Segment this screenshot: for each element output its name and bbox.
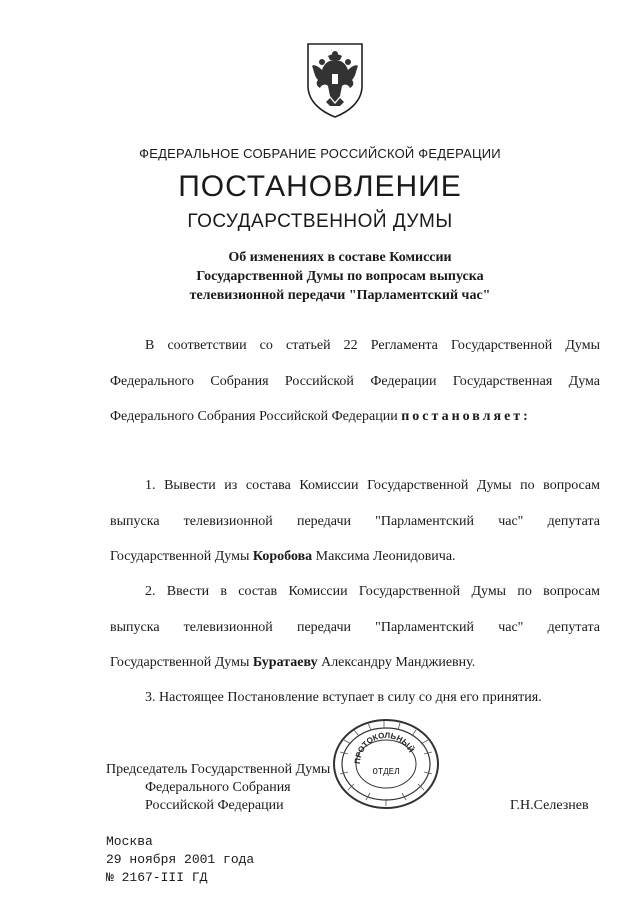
- document-date: 29 ноября 2001 года: [106, 852, 255, 867]
- official-stamp: [320, 712, 450, 812]
- item1-text: Государственной Думы: [110, 549, 253, 564]
- deputy-surname-2: Буратаеву: [252, 655, 318, 670]
- heading-line: Об изменениях в составе Комиссии: [228, 250, 452, 265]
- heading-line: телевизионной передачи "Парламентский час": [189, 288, 491, 303]
- item1-line: выпуска телевизионной передачи "Парламентский час" депутата: [110, 514, 600, 529]
- coat-of-arms-emblem: [300, 40, 370, 120]
- deputy-surname-1: Коробова: [252, 549, 313, 564]
- preamble-line: Федерального Собрания Российской Федерации Государственная Дума: [110, 374, 600, 389]
- document-number: № 2167-III ГД: [106, 870, 208, 885]
- item2-line: выпуска телевизионной передачи "Парламентский час" депутата: [110, 620, 600, 635]
- resolution-heading: [140, 248, 540, 305]
- stamp-arc-text: ПРОТОКОЛЬНЫЙ: [352, 730, 416, 765]
- stamp-center-text: ОТДЕЛ: [372, 767, 400, 777]
- preamble-line: В соответствии со статьей 22 Регламента Государственной Думы: [145, 338, 600, 353]
- item2-line: 2. Ввести в состав Комиссии Государственной Думы по вопросам: [145, 584, 600, 599]
- document-subtitle: ГОСУДАРСТВЕННОЙ ДУМЫ: [187, 211, 453, 232]
- svg-text:ПРОТОКОЛЬНЫЙ: [353, 731, 416, 764]
- decree-word: постановляет:: [401, 409, 531, 424]
- heading-line: Государственной Думы по вопросам выпуска: [196, 269, 484, 284]
- item1-line-last: [110, 549, 600, 565]
- item1-text: Максима Леонидовича.: [312, 549, 456, 564]
- item2-text: Государственной Думы: [110, 655, 253, 670]
- preamble-text: Федерального Собрания Российской Федерации: [110, 409, 402, 424]
- city: Москва: [106, 834, 153, 849]
- item3-line: 3. Настоящее Постановление вступает в силу со дня его принятия.: [145, 690, 542, 705]
- signatory-name: Г.Н.Селезнев: [510, 798, 589, 813]
- signatory-title-line: Федерального Собрания: [145, 780, 291, 795]
- preamble-line-last: [110, 409, 600, 425]
- item1-line: 1. Вывести из состава Комиссии Государственной Думы по вопросам: [145, 478, 600, 493]
- signatory-title-line: Председатель Государственной Думы: [106, 762, 331, 777]
- organization-name: ФЕДЕРАЛЬНОЕ СОБРАНИЕ РОССИЙСКОЙ ФЕДЕРАЦИИ: [139, 146, 501, 161]
- document-title: ПОСТАНОВЛЕНИЕ: [178, 170, 462, 203]
- signatory-title-line: Российской Федерации: [145, 798, 284, 813]
- item2-line-last: [110, 655, 600, 671]
- item2-text: Александру Манджиевну.: [317, 655, 476, 670]
